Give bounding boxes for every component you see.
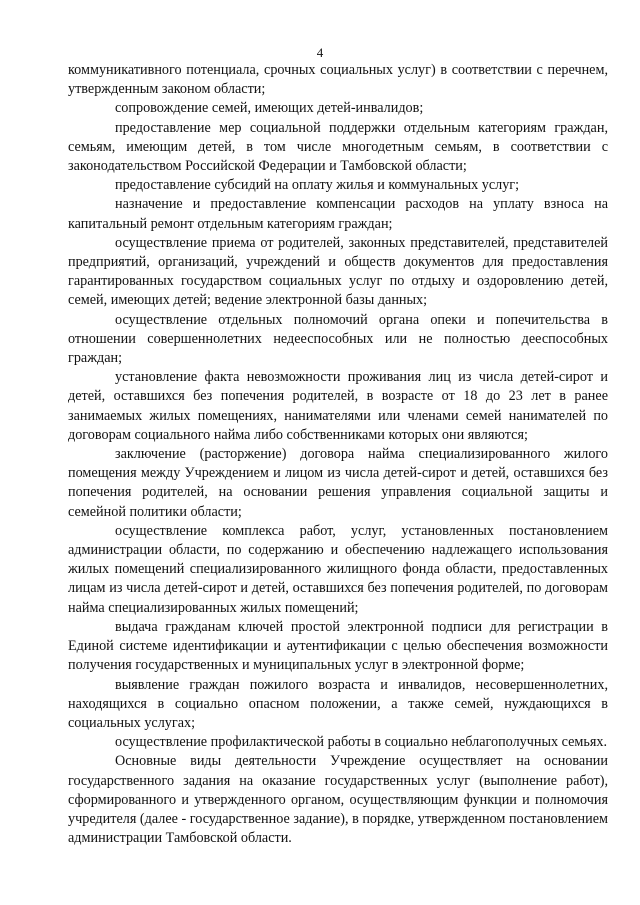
page-number: 4 (316, 45, 324, 60)
paragraph: осуществление комплекса работ, услуг, установленных постановлением администрации области, по содержанию и обеспечению надлежащего использования жилых помещений специализированного жилищного фонда области, предоставленных лицам из числа детей-сирот и детей, оставшихся без попечения родителей, по договорам найма специализированных жилых помещений; (68, 522, 608, 616)
paragraph: осуществление профилактической работы в социально неблагополучных семьях. (115, 734, 608, 751)
paragraph: назначение и предоставление компенсации расходов на уплату взноса на капитальный ремонт отдельным категориям граждан; (68, 196, 608, 232)
paragraph: сопровождение семей, имеющих детей-инвалидов; (115, 100, 424, 117)
paragraph: выявление граждан пожилого возраста и инвалидов, несовершеннолетних, находящихся в социально опасном положении, а также семей, нуждающихся в социальных услугах; (68, 676, 608, 731)
paragraph: предоставление мер социальной поддержки отдельным категориям граждан, семьям, имеющим детей, в том числе многодетным семьям, в соответствии с законодательством Российской Федерации и Тамбовской области; (68, 119, 608, 175)
paragraph: осуществление отдельных полномочий органа опеки и попечительства в отношении совершеннолетних недееспособных или не полностью дееспособных граждан; (68, 311, 608, 367)
paragraph: установление факта невозможности проживания лиц из числа детей-сирот и детей, оставшихся без попечения родителей, в возрасте от 18 до 23 лет в ранее занимаемых жилых помещениях, нанимателями или членами семей нанимателей по договорам социального найма либо собственниками которых они являются; (68, 369, 608, 443)
paragraph: выдача гражданам ключей простой электронной подписи для регистрации в Единой системе идентификации и аутентификации с целью обеспечения возможности получения государственных и муниципальных услуг в электронной форме; (68, 618, 608, 674)
paragraph: Основные виды деятельности Учреждение осуществляет на основании государственного задания на оказание государственных услуг (выполнение работ), сформированного и утвержденного органом, осуществляющим функции и полномочия учредителя (далее - государственное задание), в порядке, утвержденном постановлением администрации Тамбовской области. (68, 753, 608, 847)
paragraph-continued: коммуникативного потенциала, срочных социальных услуг) в соответствии с перечнем, утвержденным законом области; (68, 62, 608, 98)
paragraph: осуществление приема от родителей, законных представителей, представителей предприятий, организаций, учреждений и обществ документов для предоставления гарантированных государством социальных услуг по отдыху и оздоровлению детей, семей, имеющих детей; ведение электронной базы данных; (68, 234, 608, 309)
paragraph: предоставление субсидий на оплату жилья и коммунальных услуг; (115, 177, 520, 194)
document-body (68, 61, 608, 848)
paragraph: заключение (расторжение) договора найма специализированного жилого помещения между Учреждением и лицом из числа детей-сирот и детей, оставшихся без попечения родителей, на основании решения управления социальной защиты и семейной политики области; (68, 446, 608, 520)
